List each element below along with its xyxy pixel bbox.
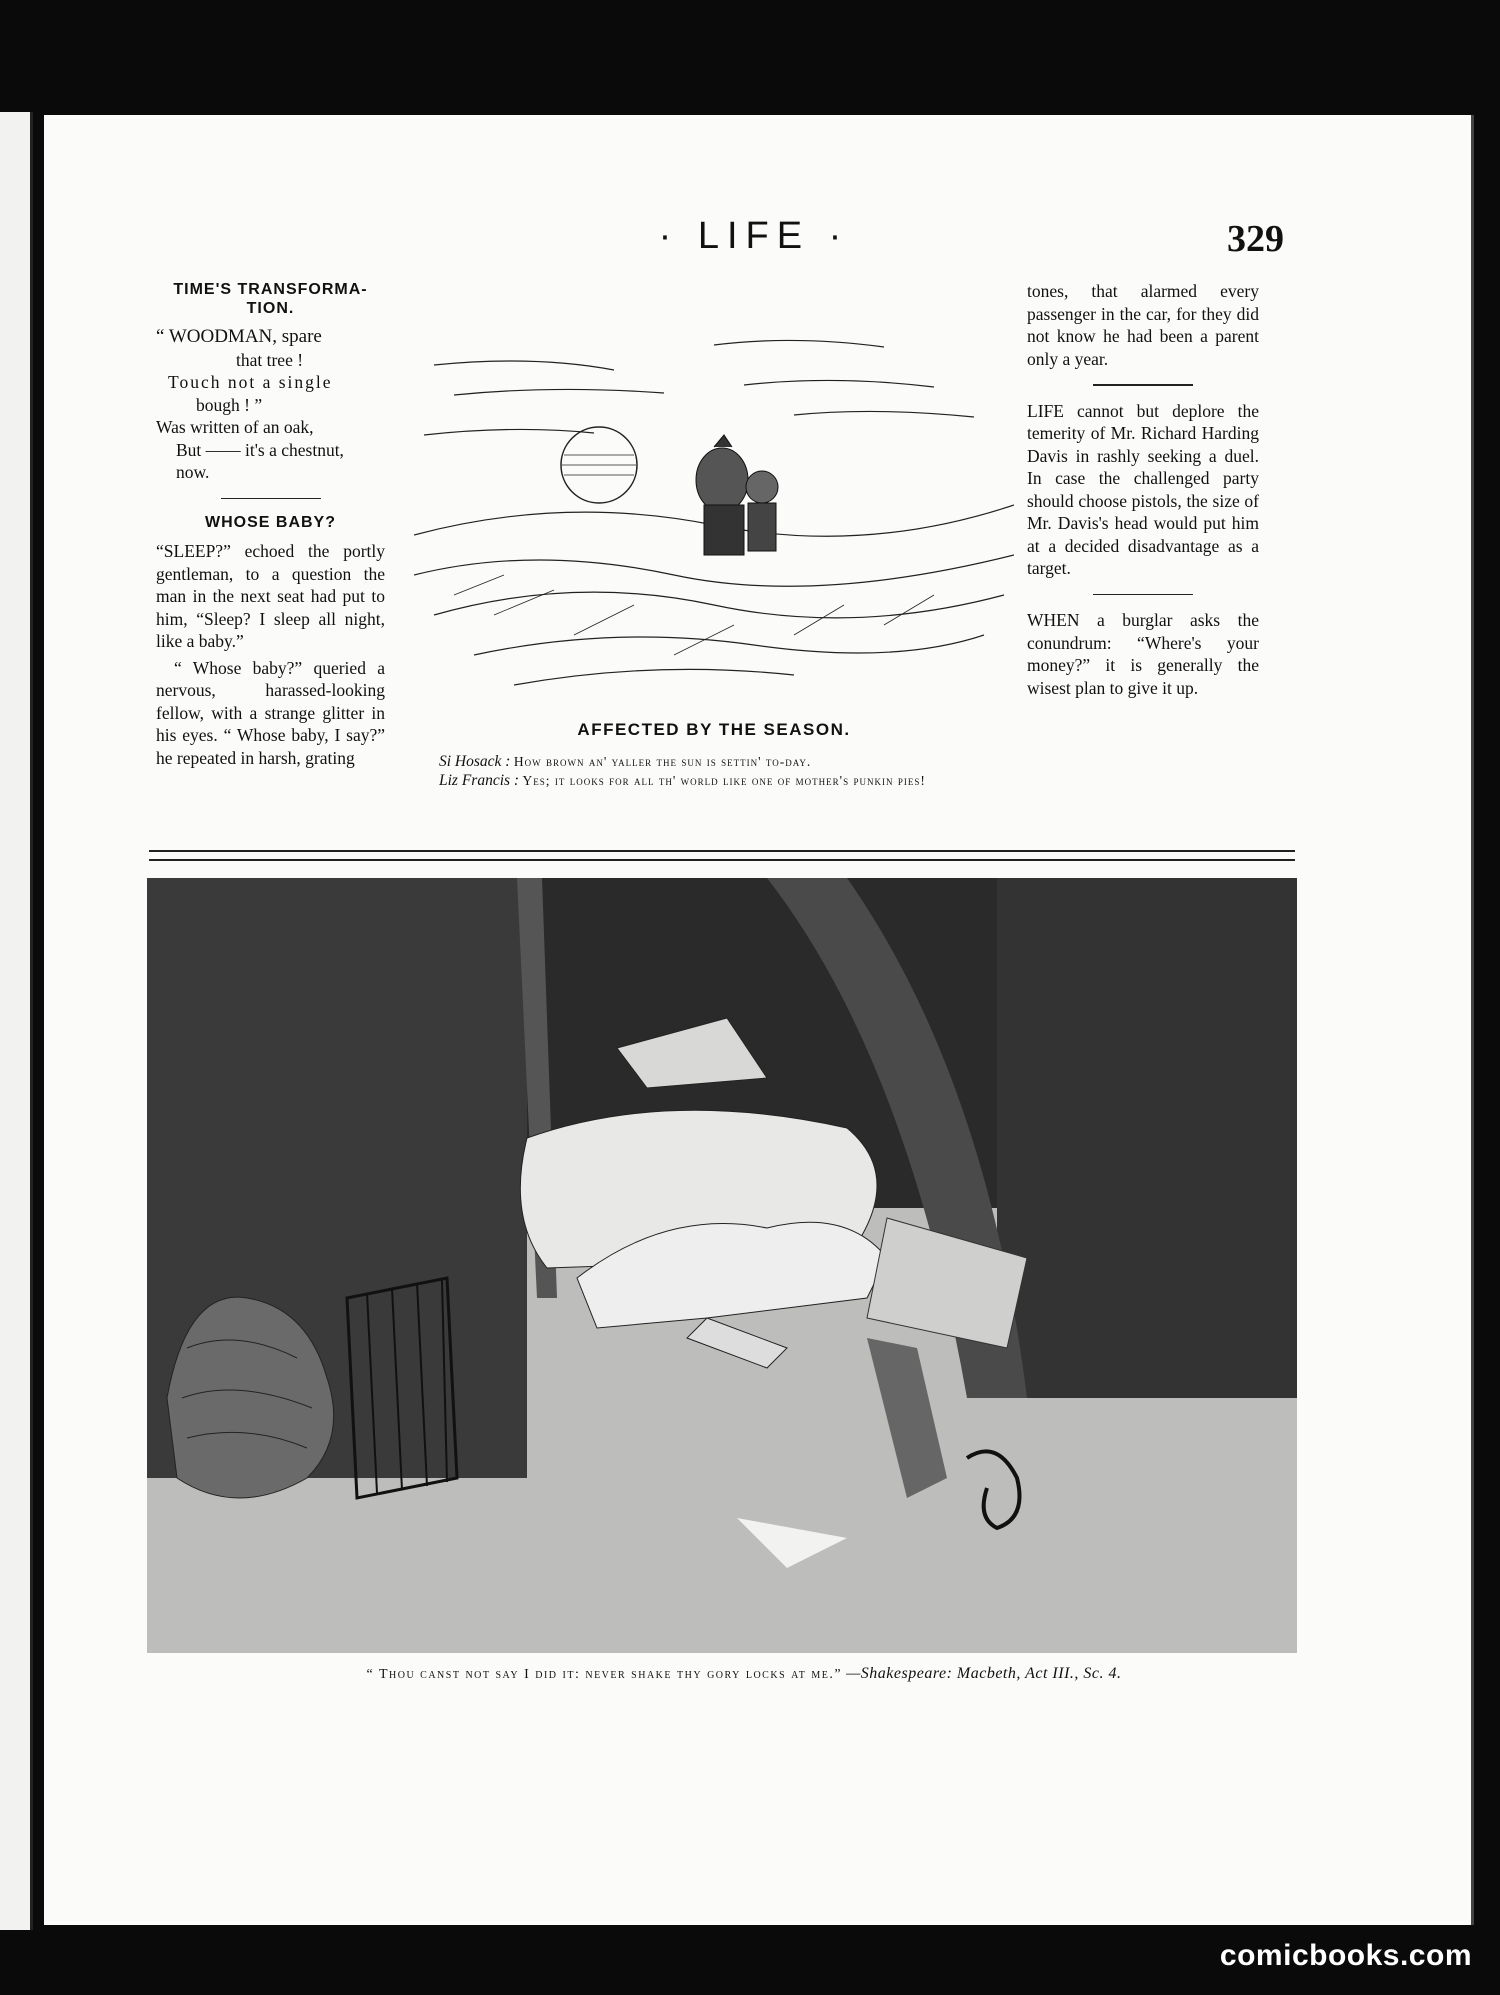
paragraph: “SLEEP?” echoed the portly gentleman, to a question the man in the next seat had put to him, “Sleep? I sleep all night, like a baby.”	[156, 541, 385, 651]
verse-line: bough ! ”	[196, 394, 263, 415]
section-divider	[1093, 594, 1193, 596]
verse-line: “ WOODMAN, spare	[156, 326, 322, 347]
right-column	[1027, 280, 1259, 703]
watermark-logo: comicbooks.com	[1219, 1939, 1472, 1972]
sunset-cartoon-illustration	[414, 275, 1014, 705]
masthead: · LIFE ·	[658, 215, 850, 257]
paragraph: LIFE cannot but deplore the temerity of Mr. Richard Harding Davis in rashly seeking a duel. In case the challenged party should choose pistols, the size of Mr. Davis's head would put him at a decided disadvantage as a target.	[1027, 400, 1259, 578]
paragraph: WHEN a burglar asks the conundrum: “Where's your money?” it is generally the wisest plan to give it up.	[1027, 610, 1259, 698]
cartoon-title: AFFECTED BY THE SEASON.	[577, 720, 851, 739]
double-rule-divider	[149, 850, 1295, 861]
article-heading-times-transformation: TIME'S TRANSFORMA-TION.	[173, 281, 368, 317]
paragraph: tones, that alarmed every passenger in the car, for they did not know he had been a parent only a year.	[1027, 281, 1259, 369]
verse	[156, 326, 385, 484]
magazine-page	[44, 115, 1474, 1925]
article-heading-whose-baby: WHOSE BABY?	[205, 514, 336, 531]
caption-quote: “ Thou canst not say I did it: never shake thy gory locks at me.”	[366, 1667, 843, 1682]
verse-line: Touch not a single	[168, 372, 333, 392]
verse-line: But —— it's a chestnut,	[176, 439, 344, 460]
left-column	[156, 280, 385, 773]
speaker-name: Si Hosack :	[439, 753, 511, 770]
speaker-name: Liz Francis :	[439, 772, 520, 789]
verse-line: now.	[176, 462, 210, 482]
illustration-caption	[144, 1665, 1344, 1683]
page-number: 329	[1227, 218, 1284, 260]
verse-line: that tree !	[236, 349, 304, 370]
dialogue-text: How brown an' yaller the sun is settin' to-day.	[513, 754, 812, 769]
cartoon-dialogue	[409, 752, 1021, 790]
page-rim	[1471, 115, 1474, 1925]
dialogue-line	[409, 771, 1021, 790]
verse-line: Was written of an oak,	[156, 417, 314, 437]
section-divider	[221, 498, 321, 500]
dialogue-text: Yes; it looks for all th' world like one of mother's punkin pies!	[522, 773, 926, 788]
dialogue-line	[409, 752, 1021, 771]
left-page-edge	[0, 112, 33, 1930]
caption-source: —Shakespeare: Macbeth, Act III., Sc. 4.	[846, 1665, 1122, 1682]
section-divider	[1093, 384, 1193, 386]
paragraph: “ Whose baby?” queried a nervous, harassed-looking fellow, with a strange glitter in his eyes. “ Whose baby, I say?” he repeated in harsh, grating	[156, 657, 385, 768]
nightmare-illustration	[147, 878, 1297, 1653]
